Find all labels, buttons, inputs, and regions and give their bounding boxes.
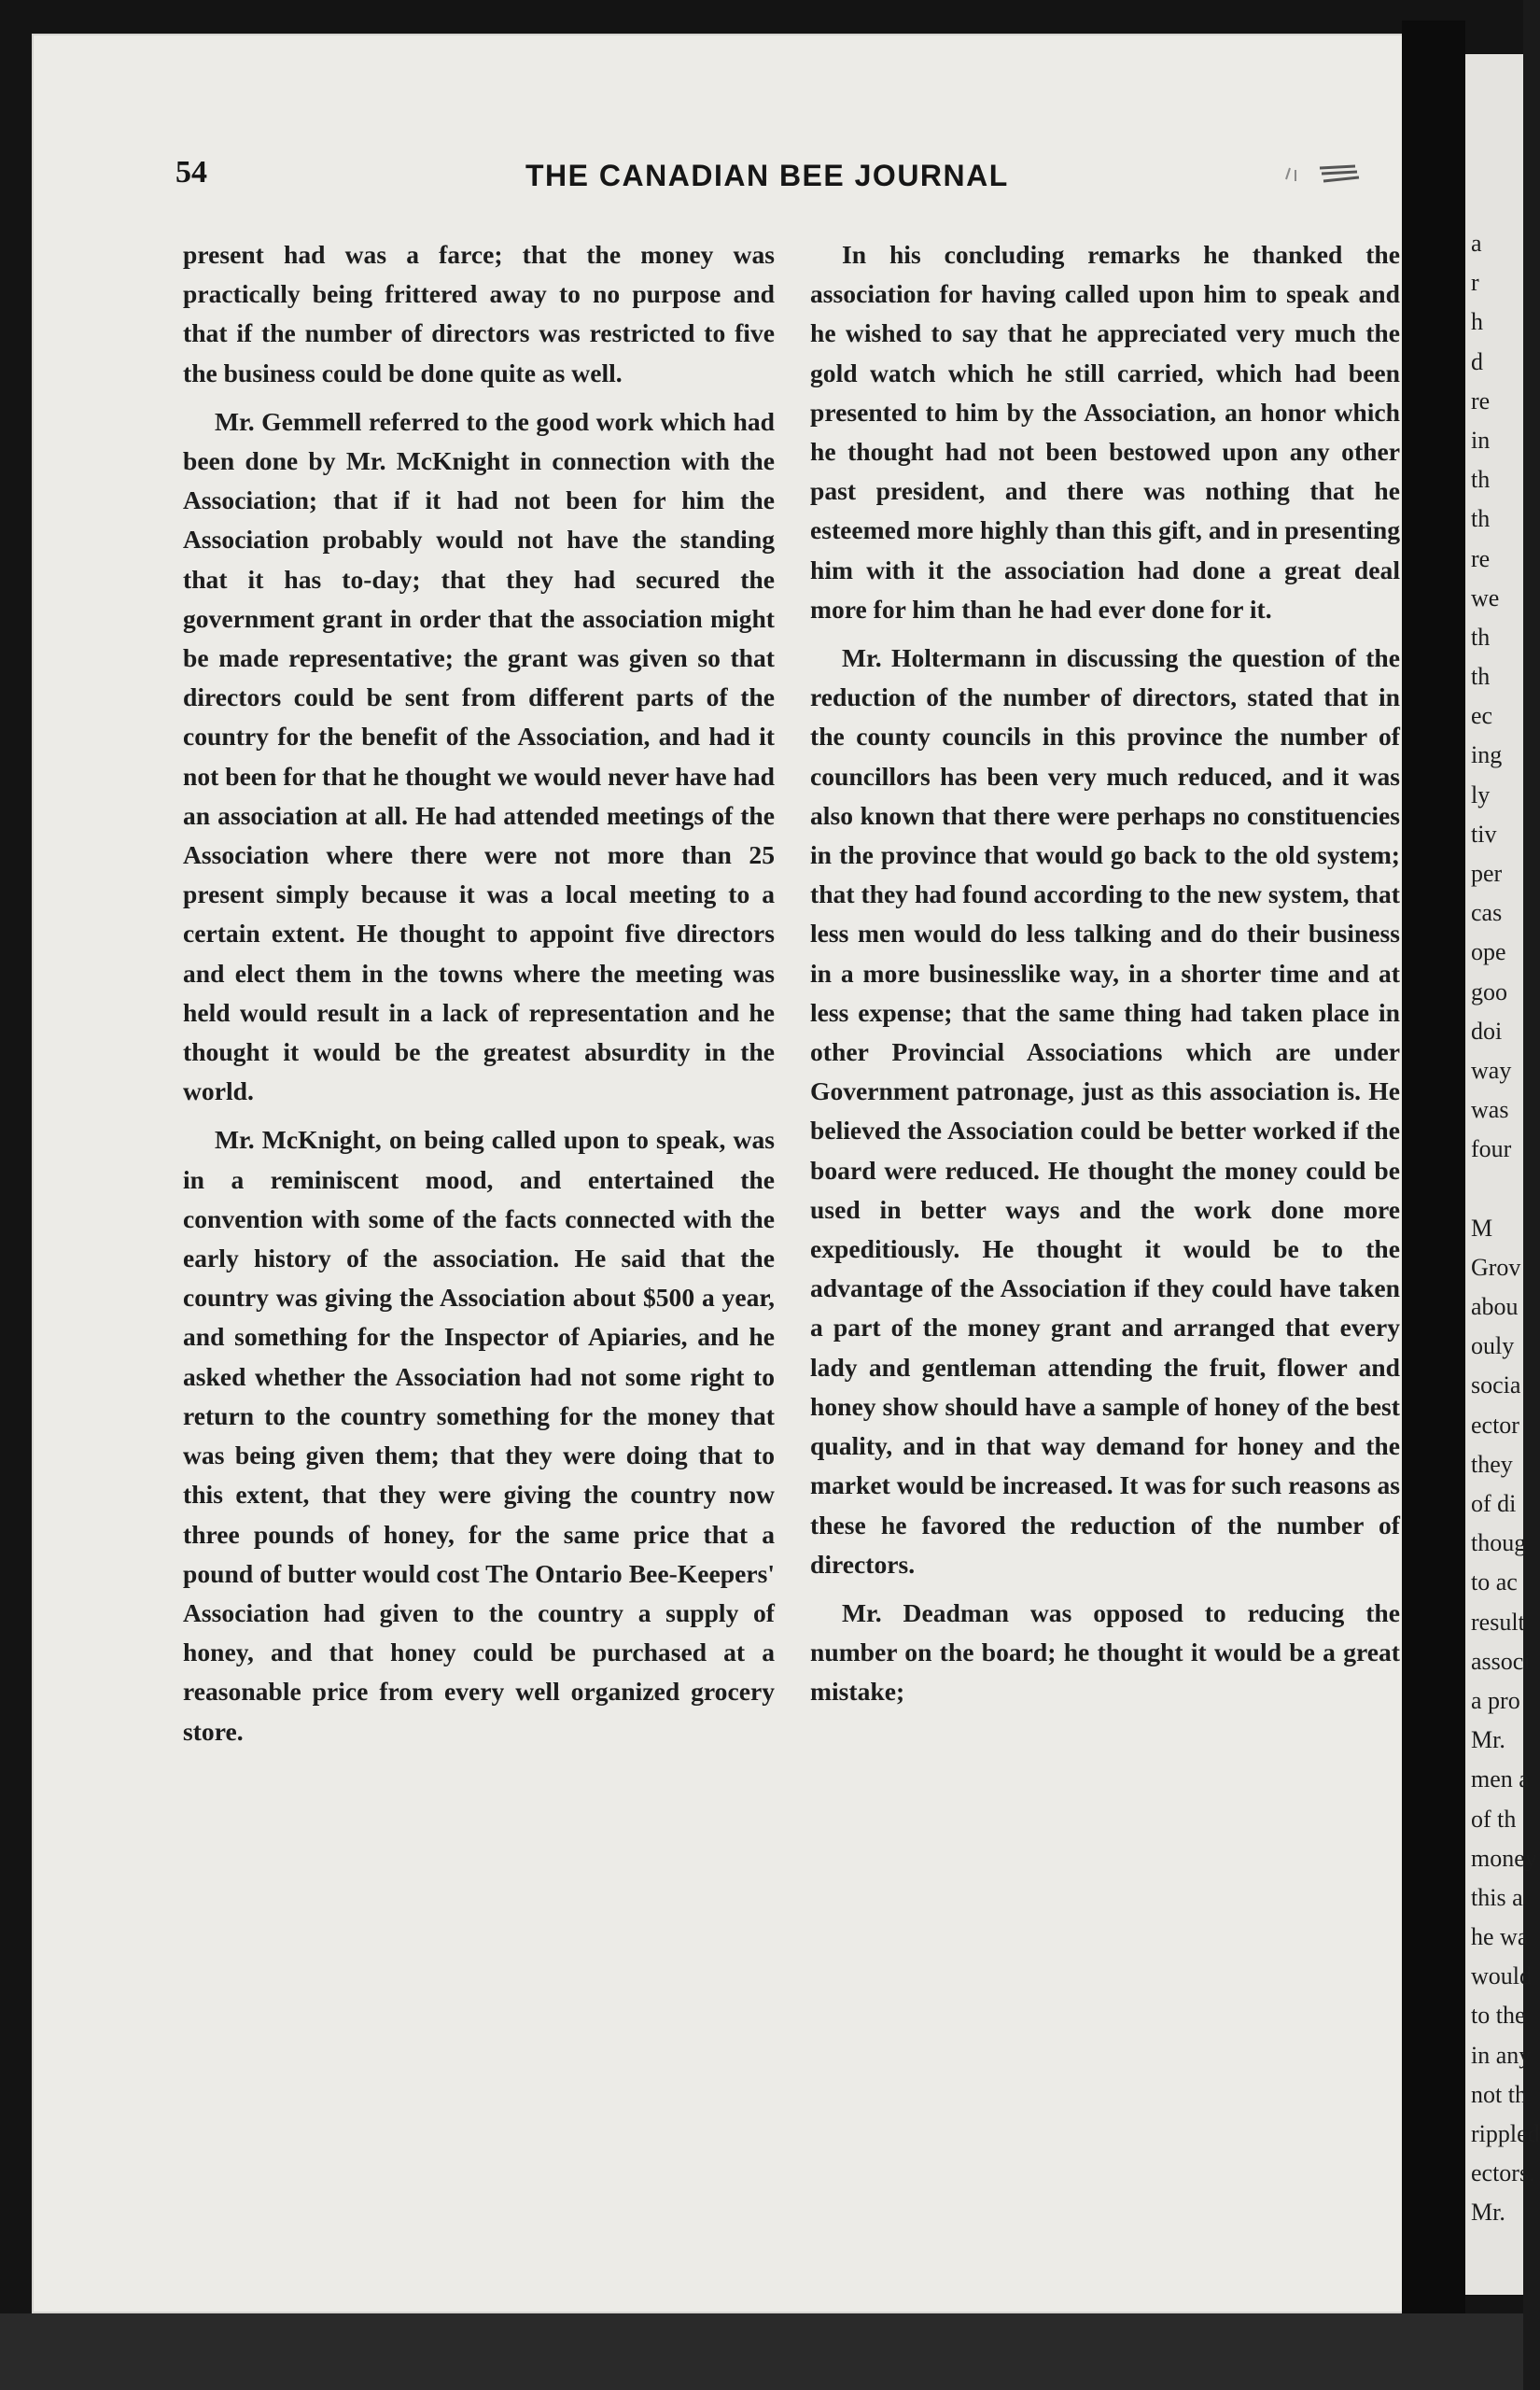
adjacent-page-fragment: of th [1471, 1805, 1517, 1833]
left-paragraph-3: Mr. McKnight, on being called upon to speak, was in a reminiscent mood, and entertained the convention with some of the facts connected with the early history of the association. He said that the country was giving the Association about $500 a year, and something for the Inspector of Apiaries, and he asked whether the Association had not some right to return to the country something for the money that was being given them; that they were doing that to this extent, that they were giving the country now three pounds of honey, for the same price that a pound of butter would cost The Ontario Bee-Keepers' Association had given to the country a supply of honey, and that honey could be purchased at a reasonable price from every well organized grocery store. [183, 1125, 775, 1746]
right-paragraph-2: Mr. Holtermann in discussing the question of the reduction of the number of directors, stated that in the county councils in this province the number of councillors has been very much reduced, and it was also known that there were perhaps no constituencies in the province that would go back to the old system; that they had found according to the new system, that less men would do less talking and do their business in a more businesslike way, in a shorter time and at less expense; that the same thing had taken place in other Provincial Associations which are under Government patronage, just as this association is. He believed the Association could be better worked if the board were reduced. He thought the money could be used in better ways and the work done more expeditiously. He thought it would be to the advantage of the Association if they could have taken a part of the money grant and arranged that every lady and gentleman attending the fruit, flower and honey show should have a sample of honey of the best quality, and in that way demand for honey and the market would be increased. It was for such reasons as these he favored the reduction of the number of directors. [810, 643, 1400, 1579]
adjacent-page-fragment: ly [1471, 780, 1491, 808]
adjacent-page-fragment: re [1471, 544, 1491, 572]
adjacent-page-fragment: to the [1471, 2002, 1526, 2030]
adjacent-page-fragment: th [1471, 466, 1491, 494]
smudge-mark [1282, 162, 1376, 187]
left-paragraph-2: Mr. Gemmell referred to the good work which had been done by Mr. McKnight in connection with the Association; that if it had not been for him the Association probably would not have the standing that it has to-day; that they had secured the government grant in order that the association might be made representative; the grant was given so that directors could be sent from different parts of the country for the benefit of the Association, and had it not been for that he thought we would never have had an association at all. He had attended meetings of the Association where there were not more than 25 present simply because it was a local meeting to a certain extent. He thought to appoint five directors and elect them in the towns where the meeting was held would result in a lack of representation and he thought it would be the greatest absurdity in the world. [183, 406, 775, 1106]
adjacent-page-fragment: th [1471, 663, 1491, 691]
adjacent-page-fragment: he wa [1471, 1923, 1529, 1951]
adjacent-page-fragment: r [1471, 269, 1479, 297]
adjacent-page-fragment: in any [1471, 2041, 1532, 2069]
adjacent-page-fragment: Grov [1471, 1253, 1521, 1281]
adjacent-page-fragment: men a [1471, 1765, 1530, 1793]
scan-bottom-edge [0, 2313, 1523, 2390]
adjacent-page-fragment: per [1471, 860, 1503, 887]
adjacent-page-fragment: cas [1471, 899, 1503, 927]
adjacent-page-text [1465, 54, 1540, 2233]
right-paragraph-1: In his concluding remarks he thanked the association for having called upon him to speak and he wished to say that he appreciated very much the gold watch which he still carried, which had been presented to him by the Association, an honor which he thought had not been bestowed upon any other past president, and there was nothing that he esteemed more highly than this gift, and in presenting him with it the association had done a great deal more for him than he had ever done for it. [810, 240, 1400, 624]
adjacent-page-fragment: of di [1471, 1490, 1517, 1517]
adjacent-page-fragment: this a [1471, 1883, 1523, 1911]
adjacent-page-fragment: four [1471, 1135, 1512, 1163]
adjacent-page-fragment: th [1471, 505, 1491, 533]
adjacent-page-fragment: way [1471, 1056, 1512, 1084]
adjacent-page-fragment: goo [1471, 977, 1507, 1005]
adjacent-page-fragment: th [1471, 623, 1491, 651]
left-column [183, 235, 775, 1761]
adjacent-page-fragment: a [1471, 230, 1482, 257]
adjacent-page-fragment: would [1471, 1962, 1532, 1990]
adjacent-page-fragment: socia [1471, 1371, 1521, 1399]
adjacent-page-fragment: M [1471, 1214, 1493, 1242]
adjacent-page-fragment: money [1471, 1844, 1537, 1872]
page-header [175, 155, 1417, 202]
adjacent-page-fragment: thoug [1471, 1529, 1527, 1557]
adjacent-page-fragment: ec [1471, 702, 1493, 730]
right-column [810, 235, 1400, 1722]
adjacent-page-fragment: a pro [1471, 1686, 1520, 1714]
adjacent-page-fragment: ouly [1471, 1332, 1515, 1360]
adjacent-page-fragment: re [1471, 387, 1491, 415]
adjacent-page-fragment: result [1471, 1608, 1525, 1636]
adjacent-page-fragment: not th [1471, 2080, 1527, 2108]
adjacent-page-edge [1465, 54, 1540, 2295]
adjacent-page-fragment: Mr. [1471, 1726, 1505, 1754]
adjacent-page-fragment: ector [1471, 1411, 1519, 1439]
adjacent-page-fragment: doi [1471, 1017, 1503, 1045]
adjacent-page-fragment: they [1471, 1450, 1513, 1478]
right-paragraph-3: Mr. Deadman was opposed to reducing the number on the board; he thought it would be a great mistake; [810, 1597, 1400, 1707]
adjacent-page-fragment: associ [1471, 1647, 1531, 1675]
adjacent-page-fragment: ectors. [1471, 2159, 1535, 2187]
adjacent-page-fragment: abou [1471, 1293, 1519, 1321]
adjacent-page-fragment [1471, 1170, 1523, 1209]
adjacent-page-fragment: Mr. [1471, 2199, 1505, 2227]
adjacent-page-fragment: rippled [1471, 2120, 1540, 2147]
adjacent-page-fragment: in [1471, 426, 1491, 454]
adjacent-page-fragment: ing [1471, 741, 1503, 769]
adjacent-page-fragment: ope [1471, 938, 1506, 966]
left-paragraph-1: present had was a farce; that the money was practically being frittered away to no purpose and that if the number of directors was restricted to five the business could be done quite as well. [183, 240, 775, 387]
adjacent-page-fragment: we [1471, 583, 1500, 612]
adjacent-page-fragment: h [1471, 308, 1483, 336]
adjacent-page-fragment: was [1471, 1096, 1509, 1124]
adjacent-page-fragment: d [1471, 347, 1483, 375]
journal-title: THE CANADIAN BEE JOURNAL [525, 159, 1009, 192]
page-number: 54 [175, 155, 207, 190]
adjacent-page-fragment: tiv [1471, 820, 1497, 848]
page-gutter [1402, 21, 1465, 2313]
adjacent-page-fragment: to ac [1471, 1568, 1518, 1596]
